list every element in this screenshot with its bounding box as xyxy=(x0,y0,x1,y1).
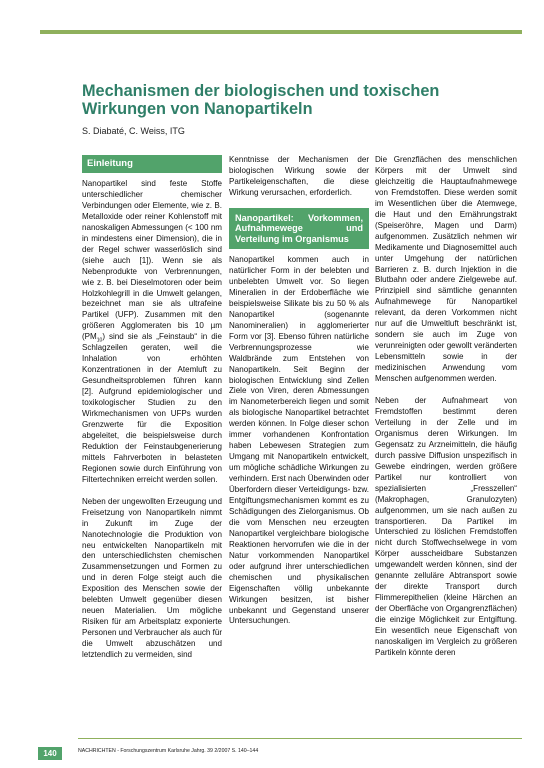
journal-footer: NACHRICHTEN - Forschungszentrum Karlsruhe Jahrg. 39 2/2007 S. 140–144 xyxy=(78,748,259,754)
paragraph: Nanopartikel kommen auch in natürlicher Form in der belebten und unbelebten Umwelt vor. So liegen Mineralien in der Erdoberfläche wie beispielsweise Silikate bis zu 50 % als Nanopartikel (sogenannte Nanomineralien) in agglomerierter Form vor [3]. Ebenso führen natürliche Verbrennungsprozesse wie Waldbrände zum Entstehen von Nanopartikeln. Seit Beginn der biologischen Entwicklung sind Zellen Ziele von Viren, deren Abmessungen im Nanometerbereich liegen und somit als biologische Nanopartikel betrachtet werden können. In Folge dieser schon immer vorhandenen Konfrontation haben Lebewesen Strategien zum Umgang mit Nanopartikeln entwickelt, um mögliche schädliche Wirkungen zu verhindern. Erst nach Überwinden oder Überfordern dieser Verteidigungs- bzw. Entgiftungsmechanismen kommt es zu Schädigungen des Zielorganismus. Ob die vom Menschen neu erzeugten Nanopartikel vergleichbare biologische Reaktionen hervorrufen wie die in der Natur vorkommenden Nanopartikel oder aufgrund ihrer unterschiedlichen chemischen und physikalischen Eigenschaften völlig unbekannte Wirkungen besitzen, ist bisher unbekannt und Gegenstand unserer Untersuchungen. xyxy=(229,255,370,626)
subscript: 10 xyxy=(96,337,103,344)
paragraph: Neben der ungewollten Erzeugung und Freisetzung von Nanopartikeln nimmt in Zukunft im Zuge der Nanotechnologie die Produktion von neu entwickelten Nanopartikeln mit den unterschiedlichsten chemischen Zusammensetzungen und Formen zu und in deren Folge steigt auch die Exposition des Menschen sowie der belebten Umwelt gegenüber diesen neuen Materialien. Um mögliche Risiken für am Arbeitsplatz exponierte Personen und Verbraucher als auch für die Umwelt abzuschätzen und letztendlich zu vermeiden, sind xyxy=(82,496,223,660)
paragraph xyxy=(82,179,222,486)
top-rule xyxy=(40,30,522,34)
section-heading-nanopartikel: Nanopartikel: Vorkommen, Aufnahmewege und Verteilung im Organismus xyxy=(229,208,369,249)
section-heading-einleitung: Einleitung xyxy=(82,155,222,173)
paragraph-text: ) sind sie als „Feinstaub“ in die Schlagzeilen geraten, weil die Inhalation von erhöhten Konzentrationen in der Atemluft zu Gesundheitsproblemen führen kann [2]. Aufgrund epidemiologischer und toxikologischer Studien zu den Wirkmechanismen von UFPs wurden Grenzwerte für die Exposition abgeleitet, die beispielsweise durch Reduktion der Feinstaubgenerierung mittels Fahrverboten in belasteten Regionen sowie durch Einführung von Filtertechniken erreicht werden sollen. xyxy=(82,332,222,484)
paragraph-text: Nanopartikel sind feste Stoffe unterschiedlicher chemischer Verbindungen oder Elemente, wie z. B. Metalloxide oder reiner Kohlenstoff mit nanoskaligen Abmessungen (< 100 nm in mindestens einer Dimension), die in der Regel schwer wasserlöslich sind (siehe auch [1]). Wenn sie als Nebenprodukte von Verbrennungen, wie z. B. bei Dieselmotoren oder beim Holzkohlegrill in die Umwelt gelangen, bezeichnet man sie als ultrafeine Partikel (UFP). Zusammen mit den größeren Agglomeraten bis 10 µm (PM xyxy=(82,179,222,342)
paragraph: Neben der Aufnahmeart von Fremdstoffen bestimmt deren Verteilung in der Zelle und im Organismus deren Wirkungen. Im Gegensatz zu Arzneimitteln, die häufig durch passive Diffusion unspezifisch in Gewebe eindringen, werden größere Partikel nur kontrolliert von spezialisierten „Fresszellen“ (Makrophagen, Granulozyten) aufgenommen, um sie nach außen zu transportieren. Da Partikel im Unterschied zu löslichen Fremdstoffen nicht durch Stoffwechselwege in vom Körper ausscheidbare Substanzen umgewandelt werden können, sind der genannte zelluläre Abtransport sowie der direkte Transport durch Flimmerepithelien (kleine Härchen an der Oberfläche von Organgrenzflächen) die einzige Möglichkeit zur Entgiftung. Ein wesentlich neue Eigenschaft von nanoskaligen im Vergleich zu größeren Partikeln könnte deren xyxy=(375,396,517,657)
article-authors: S. Diabaté, C. Weiss, ITG xyxy=(82,126,185,136)
bottom-rule xyxy=(78,738,522,739)
column-2 xyxy=(229,155,369,627)
paragraph: Kenntnisse der Mechanismen der biologischen Wirkung sowie der Partikeleigenschaften, die diese Wirkung verursachen, erforderlich. xyxy=(229,155,369,197)
article-title: Mechanismen der biologischen und toxischen Wirkungen von Nanopartikeln xyxy=(82,82,440,118)
page-number: 140 xyxy=(38,747,62,760)
column-1 xyxy=(82,155,222,661)
column-3 xyxy=(375,155,517,659)
paragraph: Die Grenzflächen des menschlichen Körpers mit der Umwelt sind gleichzeitig die Hauptaufnahmewege von Fremdstoffen. Diese werden somit im Wesentlichen über die Atemwege, die Haut und den Ernährungstrakt (Speiseröhre, Magen und Darm) aufgenommen. Zusätzlich nehmen wir Medikamente und Diagnosemittel auch unter Umgehung der natürlichen Barrieren z. B. durch Injektion in die Blutbahn oder andere Zielgewebe auf. Prinzipiell sind sämtliche genannten Aufnahmewege für Nanopartikel relevant, da deren Vorkommen nicht nur auf die Umweltluft beschränkt ist, sondern sie auch im Zuge von verunreinigten oder gewollt veränderten Lebensmitteln sowie in der medizinischen Anwendung vom Menschen aufgenommen werden. xyxy=(375,155,517,384)
